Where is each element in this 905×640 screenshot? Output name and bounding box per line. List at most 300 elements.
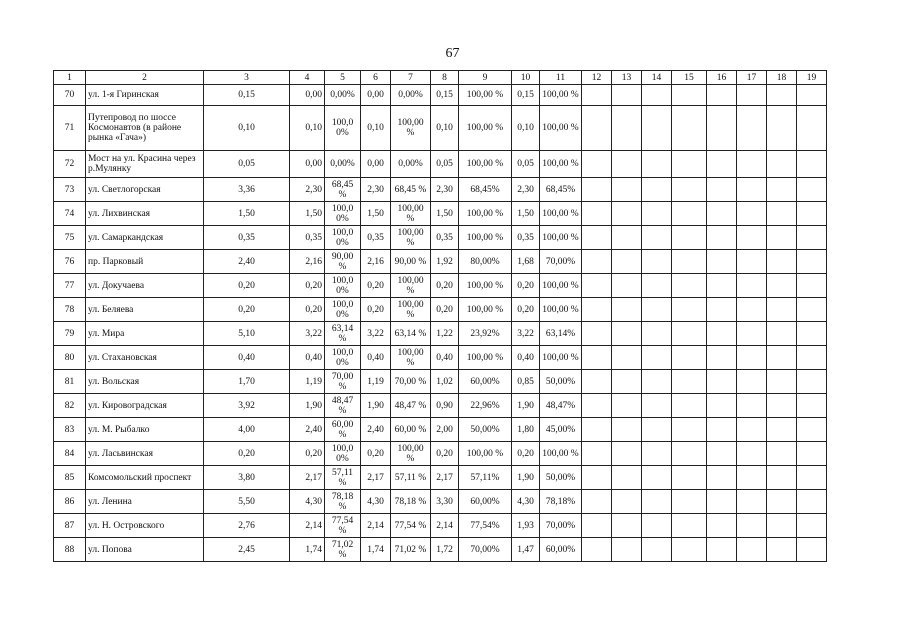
col-10-cell: 1,47	[512, 538, 540, 562]
col-5-cell: 100,0 0%	[325, 298, 361, 322]
col-4-cell: 1,19	[290, 370, 325, 394]
header-cell: 10	[512, 71, 540, 85]
row-number-cell: 70	[54, 85, 86, 106]
empty-cell	[612, 298, 642, 322]
header-cell: 13	[612, 71, 642, 85]
col-6-cell: 4,30	[361, 490, 391, 514]
col-4-cell: 0,00	[290, 85, 325, 106]
header-cell: 16	[707, 71, 737, 85]
header-cell: 19	[797, 71, 827, 85]
col-11-cell: 100,00 %	[540, 106, 582, 151]
col-11-cell: 78,18%	[540, 490, 582, 514]
header-cell: 2	[86, 71, 204, 85]
empty-cell	[707, 322, 737, 346]
empty-cell	[672, 322, 707, 346]
col-11-cell: 68,45%	[540, 178, 582, 202]
table-row	[54, 442, 827, 466]
col-5-cell: 71,02 %	[325, 538, 361, 562]
col-8-cell: 1,02	[431, 370, 459, 394]
col-4-cell: 0,20	[290, 298, 325, 322]
table-row	[54, 106, 827, 151]
col-7-cell: 90,00 %	[391, 250, 431, 274]
col-7-cell: 100,00 %	[391, 226, 431, 250]
col-10-cell: 1,50	[512, 202, 540, 226]
col-10-cell: 0,05	[512, 151, 540, 178]
col-3-cell: 0,15	[204, 85, 290, 106]
col-10-cell: 0,20	[512, 442, 540, 466]
empty-cell	[582, 394, 612, 418]
empty-cell	[612, 250, 642, 274]
empty-cell	[582, 538, 612, 562]
col-3-cell: 1,50	[204, 202, 290, 226]
empty-cell	[767, 250, 797, 274]
empty-cell	[612, 442, 642, 466]
empty-cell	[767, 106, 797, 151]
table-row	[54, 490, 827, 514]
empty-cell	[797, 370, 827, 394]
empty-cell	[672, 274, 707, 298]
empty-cell	[612, 151, 642, 178]
empty-cell	[797, 298, 827, 322]
empty-cell	[707, 226, 737, 250]
col-9-cell: 100,00 %	[459, 85, 512, 106]
empty-cell	[612, 490, 642, 514]
header-row	[54, 71, 827, 85]
table-row	[54, 226, 827, 250]
empty-cell	[642, 442, 672, 466]
col-6-cell: 1,50	[361, 202, 391, 226]
col-8-cell: 0,05	[431, 151, 459, 178]
empty-cell	[737, 298, 767, 322]
table-row	[54, 394, 827, 418]
col-4-cell: 2,17	[290, 466, 325, 490]
col-11-cell: 100,00 %	[540, 442, 582, 466]
col-4-cell: 0,20	[290, 442, 325, 466]
col-6-cell: 1,74	[361, 538, 391, 562]
road-name-cell: ул. Н. Островского	[86, 514, 204, 538]
road-name-cell: ул. Вольская	[86, 370, 204, 394]
empty-cell	[672, 514, 707, 538]
table-row	[54, 178, 827, 202]
col-9-cell: 100,00 %	[459, 106, 512, 151]
col-8-cell: 0,40	[431, 346, 459, 370]
empty-cell	[642, 370, 672, 394]
col-4-cell: 4,30	[290, 490, 325, 514]
col-3-cell: 0,20	[204, 298, 290, 322]
empty-cell	[737, 322, 767, 346]
empty-cell	[737, 178, 767, 202]
row-number-cell: 74	[54, 202, 86, 226]
empty-cell	[707, 490, 737, 514]
col-10-cell: 0,40	[512, 346, 540, 370]
empty-cell	[582, 514, 612, 538]
col-4-cell: 2,30	[290, 178, 325, 202]
col-9-cell: 100,00 %	[459, 298, 512, 322]
empty-cell	[797, 418, 827, 442]
col-11-cell: 45,00%	[540, 418, 582, 442]
table-row	[54, 466, 827, 490]
col-8-cell: 1,22	[431, 322, 459, 346]
col-3-cell: 0,05	[204, 151, 290, 178]
empty-cell	[582, 202, 612, 226]
col-8-cell: 0,10	[431, 106, 459, 151]
row-number-cell: 75	[54, 226, 86, 250]
col-10-cell: 1,68	[512, 250, 540, 274]
col-11-cell: 100,00 %	[540, 346, 582, 370]
empty-cell	[612, 466, 642, 490]
road-name-cell: Путепровод по шоссе Космонавтов (в районе рынка «Гача»)	[86, 106, 204, 151]
col-3-cell: 4,00	[204, 418, 290, 442]
col-4-cell: 3,22	[290, 322, 325, 346]
col-8-cell: 0,15	[431, 85, 459, 106]
col-9-cell: 22,96%	[459, 394, 512, 418]
empty-cell	[797, 250, 827, 274]
col-8-cell: 0,90	[431, 394, 459, 418]
col-11-cell: 100,00 %	[540, 274, 582, 298]
header-cell: 15	[672, 71, 707, 85]
col-4-cell: 0,00	[290, 151, 325, 178]
empty-cell	[582, 151, 612, 178]
col-4-cell: 1,50	[290, 202, 325, 226]
col-11-cell: 63,14%	[540, 322, 582, 346]
col-3-cell: 0,20	[204, 442, 290, 466]
empty-cell	[642, 298, 672, 322]
col-5-cell: 100,0 0%	[325, 106, 361, 151]
empty-cell	[642, 346, 672, 370]
empty-cell	[672, 151, 707, 178]
col-11-cell: 50,00%	[540, 370, 582, 394]
empty-cell	[797, 322, 827, 346]
empty-cell	[737, 490, 767, 514]
empty-cell	[612, 370, 642, 394]
empty-cell	[707, 514, 737, 538]
empty-cell	[767, 370, 797, 394]
row-number-cell: 85	[54, 466, 86, 490]
empty-cell	[707, 442, 737, 466]
row-number-cell: 78	[54, 298, 86, 322]
row-number-cell: 84	[54, 442, 86, 466]
col-3-cell: 0,40	[204, 346, 290, 370]
empty-cell	[707, 346, 737, 370]
col-6-cell: 0,00	[361, 85, 391, 106]
empty-cell	[707, 466, 737, 490]
col-8-cell: 0,35	[431, 226, 459, 250]
empty-cell	[672, 202, 707, 226]
empty-cell	[767, 514, 797, 538]
empty-cell	[737, 370, 767, 394]
col-9-cell: 100,00 %	[459, 274, 512, 298]
col-5-cell: 63,14 %	[325, 322, 361, 346]
empty-cell	[737, 514, 767, 538]
col-7-cell: 60,00 %	[391, 418, 431, 442]
empty-cell	[707, 151, 737, 178]
header-cell: 3	[204, 71, 290, 85]
empty-cell	[642, 106, 672, 151]
row-number-cell: 82	[54, 394, 86, 418]
empty-cell	[612, 394, 642, 418]
header-cell: 8	[431, 71, 459, 85]
empty-cell	[642, 514, 672, 538]
col-6-cell: 1,90	[361, 394, 391, 418]
col-4-cell: 0,40	[290, 346, 325, 370]
empty-cell	[612, 202, 642, 226]
road-name-cell: ул. Лихвинская	[86, 202, 204, 226]
empty-cell	[582, 106, 612, 151]
col-7-cell: 70,00 %	[391, 370, 431, 394]
col-7-cell: 71,02 %	[391, 538, 431, 562]
col-9-cell: 70,00%	[459, 538, 512, 562]
empty-cell	[707, 250, 737, 274]
col-4-cell: 2,16	[290, 250, 325, 274]
empty-cell	[707, 178, 737, 202]
empty-cell	[767, 202, 797, 226]
empty-cell	[797, 490, 827, 514]
empty-cell	[797, 274, 827, 298]
road-name-cell: ул. Ласьвинская	[86, 442, 204, 466]
empty-cell	[612, 418, 642, 442]
col-3-cell: 2,76	[204, 514, 290, 538]
empty-cell	[737, 346, 767, 370]
col-11-cell: 70,00%	[540, 250, 582, 274]
empty-cell	[612, 85, 642, 106]
empty-cell	[672, 106, 707, 151]
col-4-cell: 1,90	[290, 394, 325, 418]
empty-cell	[612, 106, 642, 151]
empty-cell	[707, 202, 737, 226]
table-row	[54, 514, 827, 538]
road-name-cell: ул. Докучаева	[86, 274, 204, 298]
col-9-cell: 60,00%	[459, 370, 512, 394]
empty-cell	[737, 538, 767, 562]
col-10-cell: 0,20	[512, 274, 540, 298]
col-7-cell: 0,00%	[391, 151, 431, 178]
col-6-cell: 0,40	[361, 346, 391, 370]
col-9-cell: 100,00 %	[459, 202, 512, 226]
empty-cell	[767, 226, 797, 250]
col-8-cell: 2,17	[431, 466, 459, 490]
table-row	[54, 250, 827, 274]
col-7-cell: 100,00 %	[391, 298, 431, 322]
row-number-cell: 80	[54, 346, 86, 370]
col-8-cell: 0,20	[431, 298, 459, 322]
road-name-cell: ул. 1-я Гиринская	[86, 85, 204, 106]
col-6-cell: 3,22	[361, 322, 391, 346]
col-11-cell: 100,00 %	[540, 298, 582, 322]
col-7-cell: 100,00 %	[391, 442, 431, 466]
col-11-cell: 100,00 %	[540, 202, 582, 226]
empty-cell	[672, 226, 707, 250]
empty-cell	[737, 202, 767, 226]
empty-cell	[672, 418, 707, 442]
empty-cell	[642, 490, 672, 514]
empty-cell	[582, 466, 612, 490]
table-row	[54, 151, 827, 178]
table-row	[54, 346, 827, 370]
road-name-cell: ул. Ленина	[86, 490, 204, 514]
col-7-cell: 100,00 %	[391, 346, 431, 370]
empty-cell	[642, 274, 672, 298]
col-7-cell: 57,11 %	[391, 466, 431, 490]
col-7-cell: 0,00%	[391, 85, 431, 106]
row-number-cell: 81	[54, 370, 86, 394]
col-5-cell: 60,00 %	[325, 418, 361, 442]
col-5-cell: 100,0 0%	[325, 202, 361, 226]
row-number-cell: 77	[54, 274, 86, 298]
col-8-cell: 1,92	[431, 250, 459, 274]
col-9-cell: 100,00 %	[459, 226, 512, 250]
empty-cell	[642, 250, 672, 274]
road-name-cell: ул. Кировоградская	[86, 394, 204, 418]
col-8-cell: 2,00	[431, 418, 459, 442]
empty-cell	[707, 274, 737, 298]
table-row	[54, 538, 827, 562]
col-9-cell: 100,00 %	[459, 442, 512, 466]
header-cell: 9	[459, 71, 512, 85]
empty-cell	[672, 370, 707, 394]
empty-cell	[797, 442, 827, 466]
road-table	[53, 70, 827, 562]
row-number-cell: 88	[54, 538, 86, 562]
empty-cell	[737, 85, 767, 106]
col-10-cell: 1,80	[512, 418, 540, 442]
empty-cell	[797, 466, 827, 490]
col-3-cell: 0,35	[204, 226, 290, 250]
empty-cell	[737, 442, 767, 466]
header-cell: 17	[737, 71, 767, 85]
empty-cell	[672, 466, 707, 490]
col-10-cell: 2,30	[512, 178, 540, 202]
empty-cell	[642, 322, 672, 346]
col-9-cell: 80,00%	[459, 250, 512, 274]
col-11-cell: 48,47%	[540, 394, 582, 418]
col-3-cell: 0,10	[204, 106, 290, 151]
road-name-cell: пр. Парковый	[86, 250, 204, 274]
col-9-cell: 68,45%	[459, 178, 512, 202]
col-6-cell: 2,40	[361, 418, 391, 442]
col-6-cell: 2,30	[361, 178, 391, 202]
row-number-cell: 83	[54, 418, 86, 442]
col-10-cell: 0,35	[512, 226, 540, 250]
empty-cell	[612, 538, 642, 562]
empty-cell	[642, 226, 672, 250]
empty-cell	[707, 298, 737, 322]
col-5-cell: 100,0 0%	[325, 346, 361, 370]
col-10-cell: 4,30	[512, 490, 540, 514]
empty-cell	[612, 178, 642, 202]
empty-cell	[797, 538, 827, 562]
empty-cell	[672, 250, 707, 274]
col-8-cell: 1,50	[431, 202, 459, 226]
col-11-cell: 100,00 %	[540, 226, 582, 250]
col-6-cell: 1,19	[361, 370, 391, 394]
row-number-cell: 79	[54, 322, 86, 346]
col-3-cell: 2,45	[204, 538, 290, 562]
row-number-cell: 86	[54, 490, 86, 514]
empty-cell	[797, 394, 827, 418]
empty-cell	[672, 490, 707, 514]
col-4-cell: 2,40	[290, 418, 325, 442]
col-7-cell: 68,45 %	[391, 178, 431, 202]
header-cell: 18	[767, 71, 797, 85]
col-9-cell: 77,54%	[459, 514, 512, 538]
col-5-cell: 70,00 %	[325, 370, 361, 394]
empty-cell	[767, 151, 797, 178]
empty-cell	[737, 418, 767, 442]
empty-cell	[767, 490, 797, 514]
empty-cell	[582, 226, 612, 250]
row-number-cell: 87	[54, 514, 86, 538]
empty-cell	[797, 202, 827, 226]
col-6-cell: 0,20	[361, 274, 391, 298]
row-number-cell: 72	[54, 151, 86, 178]
road-name-cell: ул. Самаркандская	[86, 226, 204, 250]
col-6-cell: 2,14	[361, 514, 391, 538]
col-8-cell: 2,14	[431, 514, 459, 538]
col-3-cell: 5,50	[204, 490, 290, 514]
empty-cell	[797, 106, 827, 151]
empty-cell	[582, 346, 612, 370]
empty-cell	[767, 274, 797, 298]
empty-cell	[672, 346, 707, 370]
empty-cell	[582, 322, 612, 346]
empty-cell	[737, 106, 767, 151]
col-11-cell: 100,00 %	[540, 151, 582, 178]
col-7-cell: 77,54 %	[391, 514, 431, 538]
col-9-cell: 100,00 %	[459, 346, 512, 370]
table-row	[54, 298, 827, 322]
col-3-cell: 5,10	[204, 322, 290, 346]
empty-cell	[767, 466, 797, 490]
empty-cell	[672, 178, 707, 202]
col-10-cell: 1,90	[512, 466, 540, 490]
empty-cell	[767, 394, 797, 418]
empty-cell	[612, 346, 642, 370]
empty-cell	[582, 250, 612, 274]
empty-cell	[797, 346, 827, 370]
table-row	[54, 274, 827, 298]
empty-cell	[642, 538, 672, 562]
empty-cell	[672, 442, 707, 466]
col-6-cell: 0,10	[361, 106, 391, 151]
empty-cell	[767, 538, 797, 562]
col-3-cell: 2,40	[204, 250, 290, 274]
col-6-cell: 0,35	[361, 226, 391, 250]
empty-cell	[612, 514, 642, 538]
col-4-cell: 2,14	[290, 514, 325, 538]
table-row	[54, 418, 827, 442]
col-5-cell: 48,47 %	[325, 394, 361, 418]
col-4-cell: 0,35	[290, 226, 325, 250]
col-10-cell: 0,20	[512, 298, 540, 322]
col-10-cell: 0,15	[512, 85, 540, 106]
empty-cell	[707, 106, 737, 151]
row-number-cell: 71	[54, 106, 86, 151]
empty-cell	[707, 85, 737, 106]
col-7-cell: 100,00 %	[391, 274, 431, 298]
col-11-cell: 60,00%	[540, 538, 582, 562]
header-cell: 1	[54, 71, 86, 85]
col-8-cell: 2,30	[431, 178, 459, 202]
header-cell: 6	[361, 71, 391, 85]
empty-cell	[642, 202, 672, 226]
road-name-cell: ул. Светлогорская	[86, 178, 204, 202]
empty-cell	[707, 538, 737, 562]
empty-cell	[707, 370, 737, 394]
empty-cell	[642, 466, 672, 490]
col-5-cell: 100,0 0%	[325, 274, 361, 298]
empty-cell	[797, 85, 827, 106]
empty-cell	[642, 394, 672, 418]
